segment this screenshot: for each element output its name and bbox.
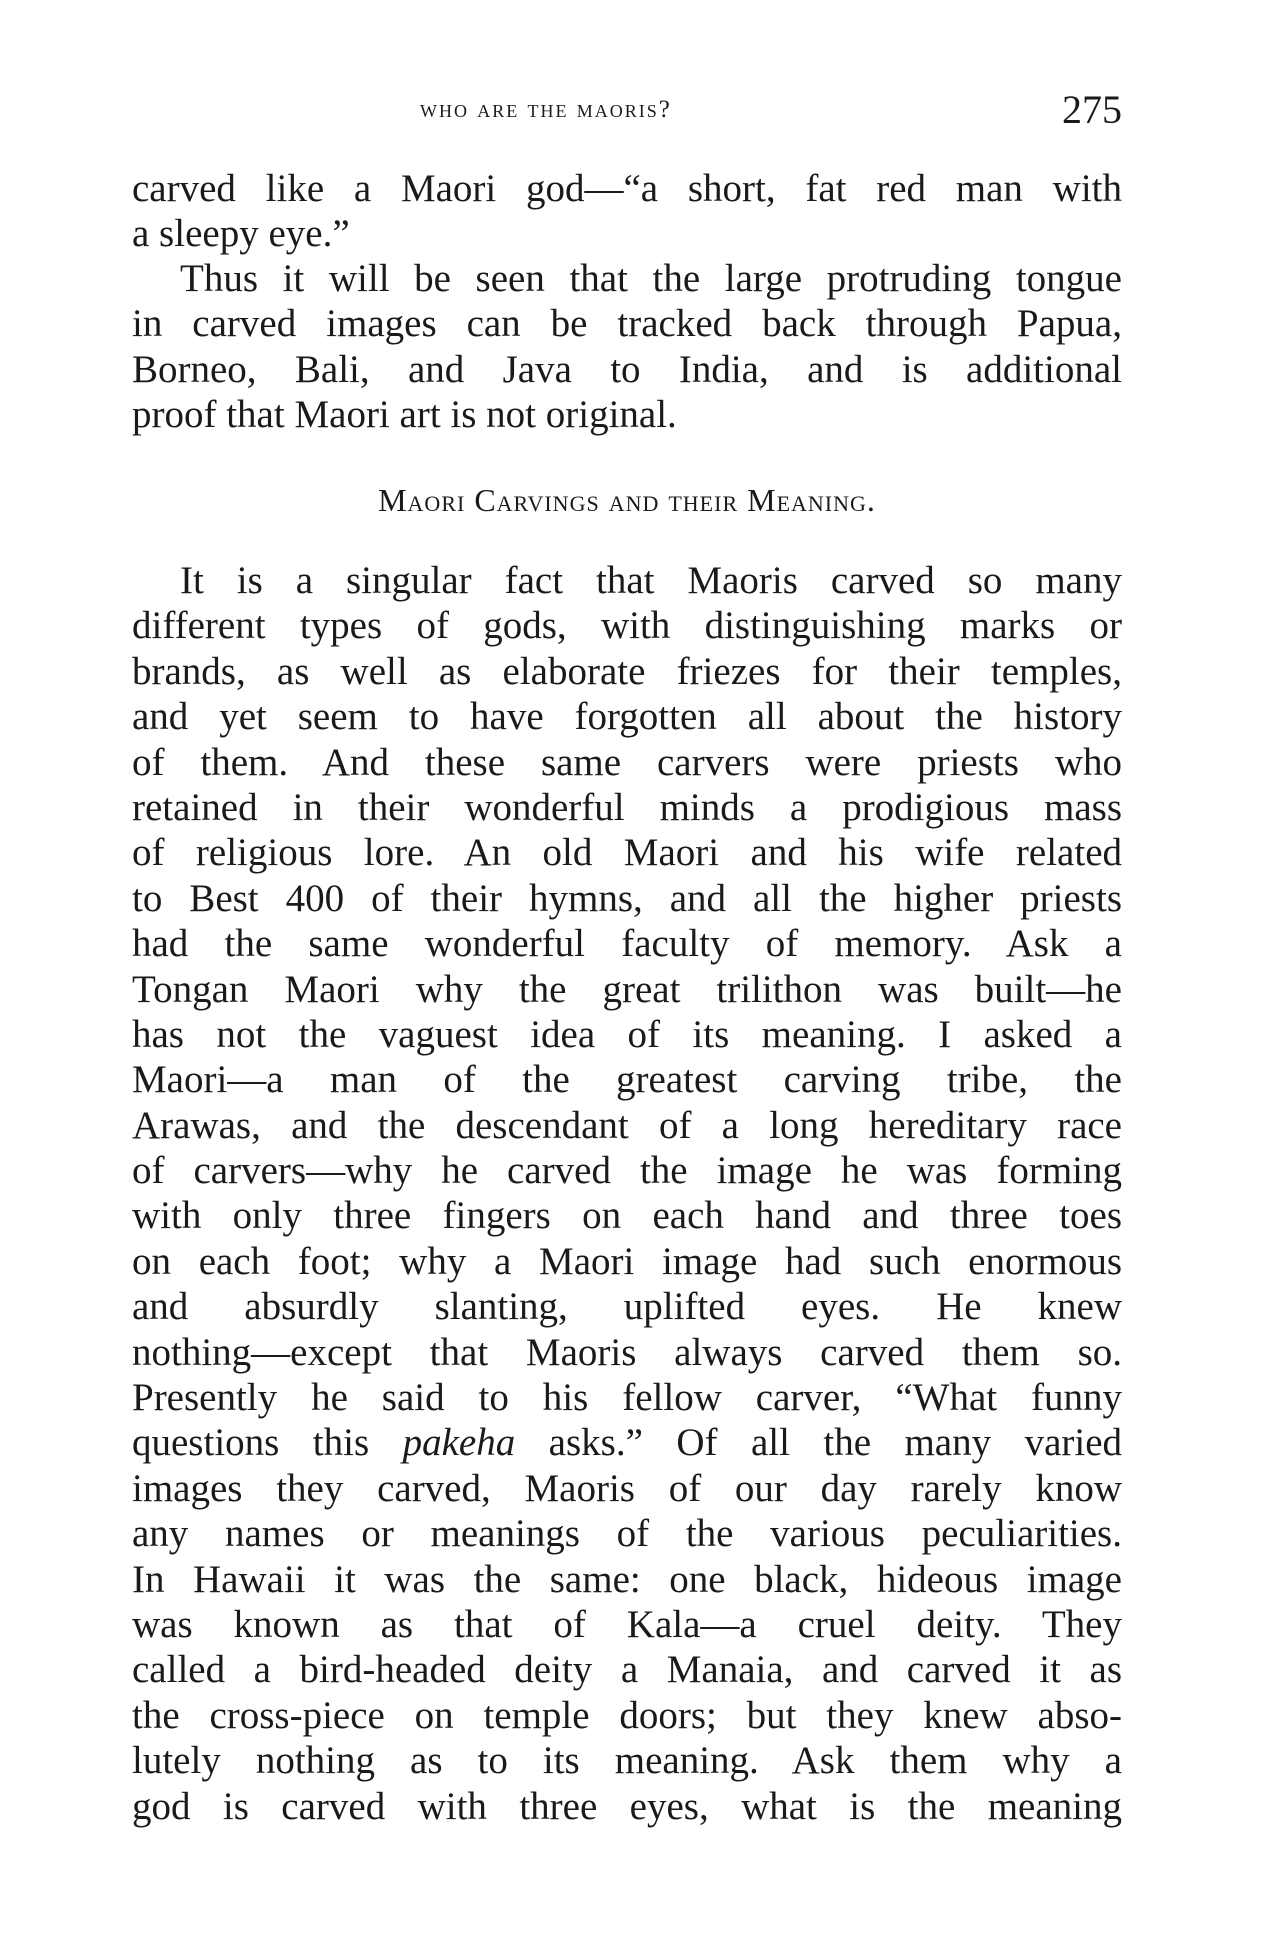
text-line: brands, as well as elaborate friezes for their temples,: [132, 649, 1122, 693]
text-line: Thus it will be seen that the large protruding tongue: [180, 257, 1122, 300]
text-line: of carvers—why he carved the image he was forming: [132, 1149, 1122, 1193]
text-line: has not the vaguest idea of its meaning. I asked a: [132, 1012, 1122, 1056]
text-line: god is carved with three eyes, what is the meaning: [132, 1784, 1122, 1828]
text-line: Borneo, Bali, and Java to India, and is additional: [132, 347, 1122, 391]
text-line: on each foot; why a Maori image had such enormous: [132, 1239, 1122, 1283]
text-line: called a bird-headed deity a Manaia, and carved it as: [132, 1648, 1122, 1692]
text-line: In Hawaii it was the same: one black, hideous image: [132, 1557, 1122, 1601]
page-number: 275: [1062, 87, 1122, 132]
text-line: carved like a Maori god—“a short, fat red man with: [132, 167, 1122, 210]
line-tail: asks.” Of all the many varied: [515, 1421, 1123, 1465]
text-line: was known as that of Kala—a cruel deity. They: [132, 1602, 1122, 1646]
text-line: to Best 400 of their hymns, and all the higher priests: [132, 876, 1122, 920]
running-title: who are the maoris?: [420, 96, 672, 123]
text-line: Tongan Maori why the great trilithon was built—he: [132, 967, 1122, 1011]
text-line: Presently he said to his fellow carver, “What funny: [132, 1376, 1122, 1420]
text-line-with-italic: [132, 1420, 1122, 1465]
text-line: and absurdly slanting, uplifted eyes. He knew: [132, 1285, 1122, 1329]
text-line: with only three fingers on each hand and three toes: [132, 1194, 1122, 1238]
paragraph-tongue: [132, 256, 1122, 438]
text-line: lutely nothing as to its meaning. Ask them why a: [132, 1739, 1122, 1783]
text-line: had the same wonderful faculty of memory. Ask a: [132, 922, 1122, 966]
text-line: in carved images can be tracked back through Papua,: [132, 302, 1122, 346]
text-line: Maori—a man of the greatest carving tribe, the: [132, 1058, 1122, 1102]
text-line: Arawas, and the descendant of a long hereditary race: [132, 1103, 1122, 1147]
text-line: It is a singular fact that Maoris carved so many: [180, 559, 1122, 602]
text-line: different types of gods, with distinguishing marks or: [132, 604, 1122, 648]
running-head: [132, 86, 1122, 136]
text-line: images they carved, Maoris of our day rarely know: [132, 1466, 1122, 1510]
continuation-text: [132, 166, 1122, 257]
text-line: nothing—except that Maoris always carved them so.: [132, 1330, 1122, 1374]
text-line: and yet seem to have forgotten all about the history: [132, 695, 1122, 739]
text-line: proof that Maori art is not original.: [132, 393, 677, 437]
italic-word-pakeha: pakeha: [402, 1421, 516, 1465]
text-line: a sleepy eye.”: [132, 212, 350, 256]
text-line: any names or meanings of the various peculiarities.: [132, 1512, 1122, 1556]
paragraph-carvings: [132, 558, 1122, 1829]
text-line: retained in their wonderful minds a prodigious mass: [132, 785, 1122, 829]
text-line: of religious lore. An old Maori and his wife related: [132, 831, 1122, 875]
text-line: of them. And these same carvers were priests who: [132, 740, 1122, 784]
section-heading: Maori Carvings and their Meaning.: [378, 482, 876, 518]
text-line: the cross-piece on temple doors; but they knew abso-: [132, 1693, 1122, 1737]
line-head: questions this: [132, 1421, 403, 1465]
